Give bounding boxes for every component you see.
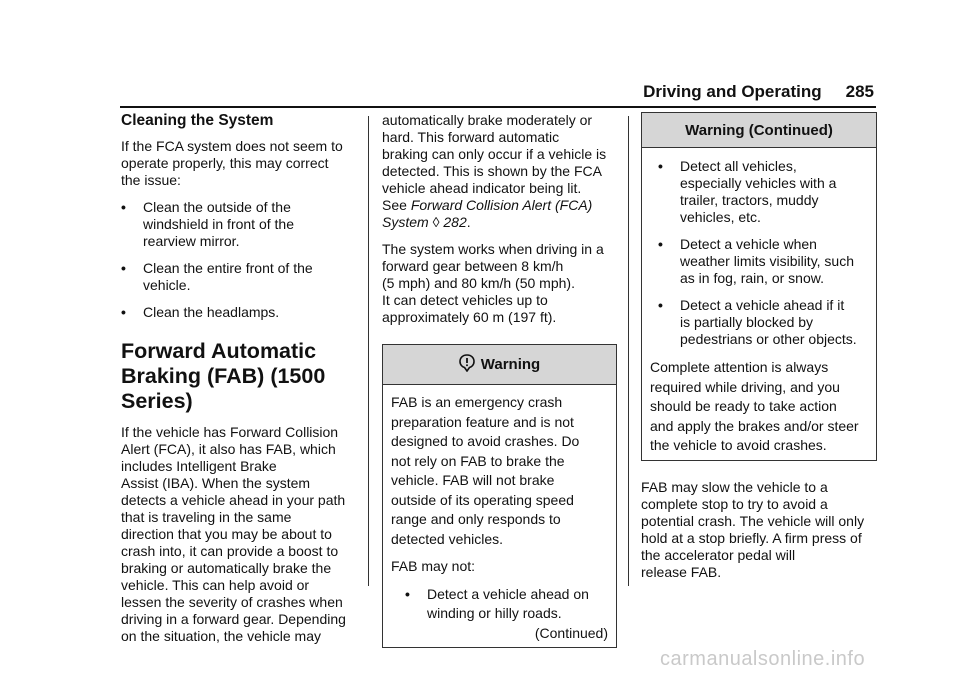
body-line: The system works when driving in a — [382, 241, 604, 257]
bullet: • — [121, 304, 126, 320]
bullet: • — [658, 158, 663, 174]
warning-line: Complete attention is always — [650, 359, 829, 375]
body-line: Alert (FCA), it also has FAB, which — [121, 441, 336, 457]
section-title: Driving and Operating — [643, 82, 822, 101]
list-item-text: Clean the outside of the — [143, 199, 291, 215]
list-item — [121, 304, 354, 321]
body-line: It can detect vehicles up to — [382, 292, 548, 308]
running-header — [643, 82, 874, 102]
column-1 — [121, 112, 354, 645]
list-item — [121, 260, 354, 294]
list-item-text: especially vehicles with a — [680, 175, 837, 191]
warning-body — [383, 385, 616, 647]
bullet: • — [658, 236, 663, 252]
body-line: release FAB. — [641, 563, 722, 580]
list-item-text: winding or hilly roads. — [427, 605, 562, 621]
intro-line: the issue: — [121, 172, 181, 188]
body-line: includes Intelligent Brake — [121, 458, 277, 474]
body-line: vehicle ahead indicator being lit. — [382, 180, 582, 196]
cross-reference — [382, 214, 617, 231]
list-item-text: Detect a vehicle ahead if it — [680, 297, 845, 313]
warning-line: outside of its operating speed — [391, 491, 574, 508]
list-item — [121, 199, 354, 250]
body-line: vehicle. This can help avoid or — [121, 577, 310, 593]
warning-header — [383, 345, 616, 385]
body-line: crash into, it can provide a boost to — [121, 543, 339, 559]
continued-label: (Continued) — [534, 624, 608, 641]
body-line: forward gear between 8 km/h — [382, 258, 564, 274]
warning-line: designed to avoid crashes. Do — [391, 433, 580, 449]
heading-fab: Braking (FAB) (1500 — [121, 364, 326, 388]
bullet: • — [658, 297, 663, 313]
warning-header: Warning (Continued) — [642, 113, 876, 148]
body-line: FAB may slow the vehicle to a — [641, 478, 828, 495]
column-divider — [628, 116, 629, 586]
list-item-text: windshield in front of the — [143, 216, 294, 232]
warning-box — [382, 344, 617, 648]
header-rule — [120, 106, 876, 108]
page-number: 285 — [845, 82, 874, 101]
warning-line: FAB may not: — [391, 558, 476, 574]
reference-link[interactable]: Forward Collision Alert (FCA) — [410, 197, 593, 213]
list-item-text: Clean the headlamps. — [143, 304, 280, 320]
warning-line: detected vehicles. — [391, 530, 504, 547]
body-line: hold at a stop briefly. A firm press of — [641, 529, 862, 546]
body-line: approximately 60 m (197 ft). — [382, 309, 557, 325]
heading-fab: Series) — [121, 389, 193, 413]
warning-line: required while driving, and you — [650, 378, 840, 395]
body-line: (5 mph) and 80 km/h (50 mph). — [382, 275, 575, 291]
list-item-text: Detect all vehicles, — [680, 158, 797, 174]
body-line: Assist (IBA). When the system — [121, 475, 311, 491]
warning-icon — [459, 354, 475, 377]
bullet: • — [121, 199, 126, 215]
list-item-text: Clean the entire front of the — [143, 260, 313, 276]
punctuation: . — [466, 214, 471, 230]
see-label: See — [382, 197, 411, 213]
body-line: complete stop to try to avoid a — [641, 495, 828, 512]
body-line: the accelerator pedal will — [641, 546, 796, 563]
list-item-text: vehicle. — [143, 277, 191, 293]
body-line: braking can only occur if a vehicle is — [382, 146, 607, 162]
list-item-text: trailer, tractors, muddy — [680, 192, 819, 208]
warning-line: should be ready to take action — [650, 398, 837, 414]
warning-line: range and only responds to — [391, 511, 561, 527]
body-line: lessen the severity of crashes when — [121, 594, 343, 610]
body-line: automatically brake moderately or — [382, 112, 593, 128]
body-line: detects a vehicle ahead in your path — [121, 492, 346, 508]
watermark: carmanualsonline.info — [660, 648, 866, 670]
warning-box-continued — [641, 112, 877, 461]
warning-line: vehicle. FAB will not brake — [391, 472, 555, 488]
list-item — [658, 236, 868, 287]
reference-page[interactable]: 282 — [443, 214, 467, 230]
list-item-text: weather limits visibility, such — [680, 253, 855, 269]
list-item-text: rearview mirror. — [143, 233, 240, 249]
body-line: potential crash. The vehicle will only — [641, 512, 865, 529]
body-line: that is traveling in the same — [121, 509, 292, 525]
bullet: • — [405, 585, 410, 602]
list-item — [658, 297, 868, 348]
intro-line: operate properly, this may correct — [121, 155, 329, 171]
page-ref-icon: ◊ — [432, 214, 440, 230]
body-line: direction that you may be about to — [121, 526, 332, 542]
column-3 — [641, 112, 877, 581]
list-item-text: vehicles, etc. — [680, 209, 761, 225]
warning-title: Warning — [480, 356, 541, 373]
list-item-text: Detect a vehicle when — [680, 236, 817, 252]
list-item-text: pedestrians or other objects. — [680, 331, 857, 347]
warning-line: not rely on FAB to brake the — [391, 452, 565, 469]
bullet: • — [121, 260, 126, 276]
heading-fab: Forward Automatic — [121, 339, 317, 363]
heading-cleaning-system: Cleaning the System — [121, 112, 274, 129]
body-line: braking or automatically brake the — [121, 560, 332, 576]
body-line: on the situation, the vehicle may — [121, 628, 322, 644]
body-line: driving in a forward gear. Depending — [121, 611, 346, 627]
list-item-text: is partially blocked by — [680, 314, 814, 330]
warning-body — [642, 148, 876, 460]
list-item-text: as in fog, rain, or snow. — [680, 270, 824, 286]
list-item — [405, 585, 608, 624]
body-line: detected. This is shown by the FCA — [382, 163, 602, 179]
reference-link[interactable]: System — [382, 214, 429, 230]
intro-line: If the FCA system does not seem to — [121, 138, 343, 154]
column-divider — [368, 116, 369, 586]
body-line: hard. This forward automatic — [382, 129, 560, 145]
warning-line: and apply the brakes and/or steer — [650, 417, 859, 434]
warning-line: the vehicle to avoid crashes. — [650, 437, 827, 453]
list-item — [658, 158, 868, 226]
column-2 — [382, 112, 617, 648]
warning-line: FAB is an emergency crash — [391, 394, 563, 410]
warning-line: preparation feature and is not — [391, 413, 574, 430]
cross-reference — [382, 197, 617, 214]
list-item-text: Detect a vehicle ahead on — [427, 585, 589, 602]
body-line: If the vehicle has Forward Collision — [121, 424, 339, 440]
